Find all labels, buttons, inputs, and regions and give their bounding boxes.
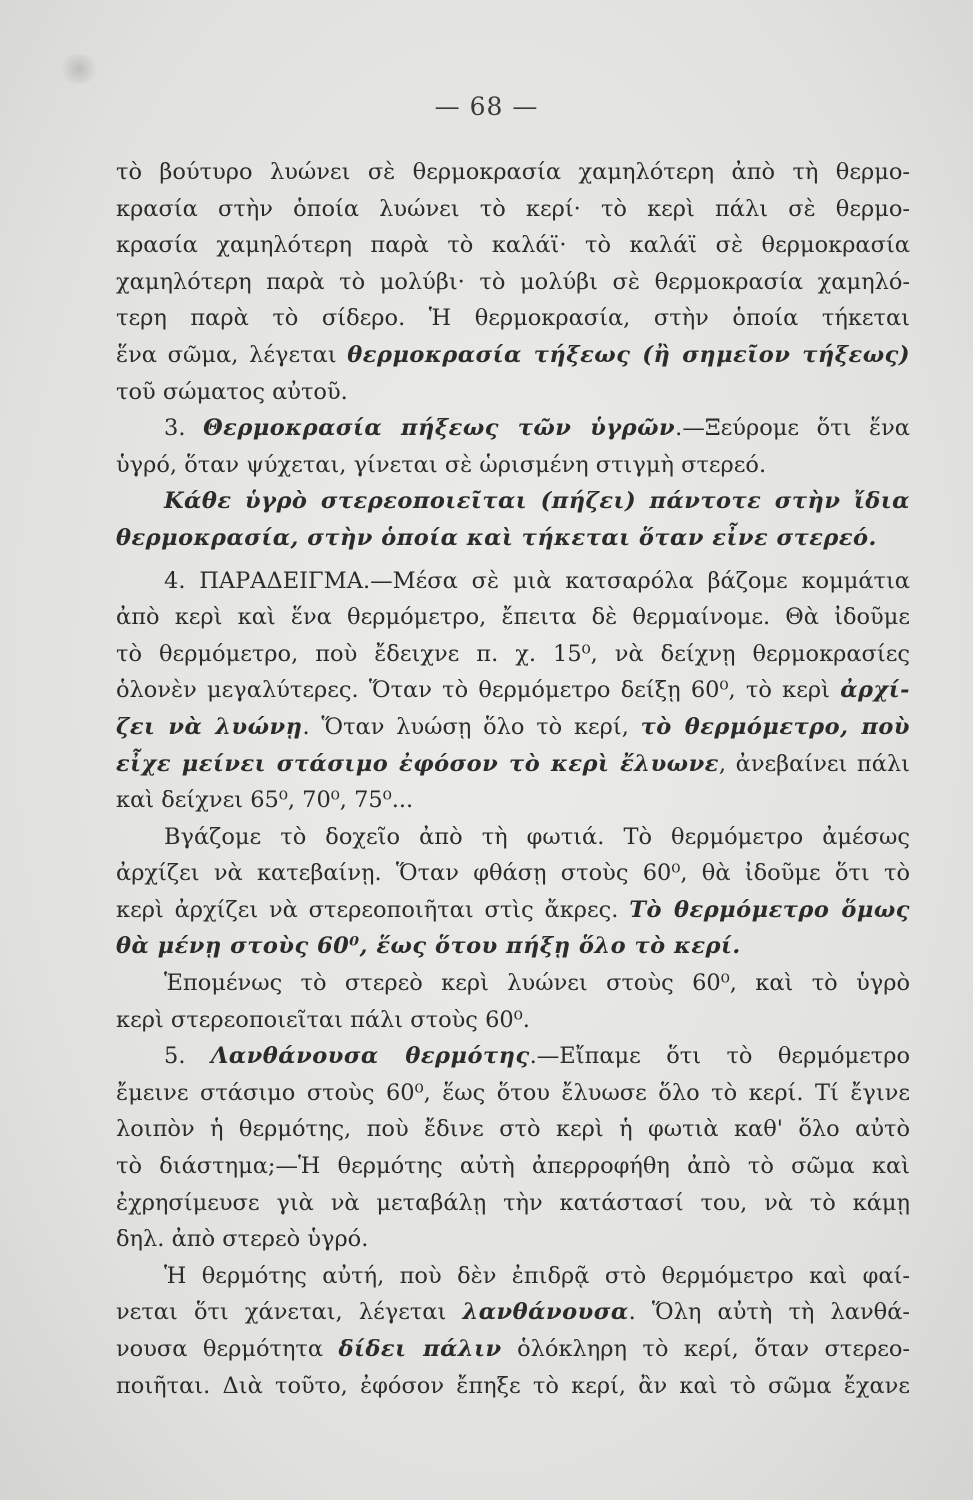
text-run: . Ὅλη αὐτὴ τὴ λανθά- [628,1299,910,1326]
emphasized-text: θερμοκρασία, στὴν ὁποία καὶ τήκεται ὅταν εἶνε στερεό. [116,524,877,551]
text-line [116,300,910,337]
text-line [116,483,910,520]
emphasized-text: Τὸ θερμόμετρο ὅμως [629,896,910,923]
emphasized-text: Κάθε ὑγρὸ στερεοποιεῖται (πήζει) πάντοτε στὴν ἴδια [164,488,910,515]
text-run: . Ὅταν λυώσῃ ὅλο τὸ κερί, [302,713,641,740]
text-line [116,520,910,557]
text-run: .—Ξεύρομε ὅτι ἕνα [675,415,910,442]
text-line [116,410,910,447]
text-run: ὑγρό, ὅταν ψύχεται, γίνεται σὲ ὡρισμένη στιγμὴ στερεό. [116,451,767,478]
text-run: κερὶ στερεοποιεῖται πάλι στοὺς 60⁰. [116,1006,530,1033]
emphasized-text: ζει νὰ λυώνῃ [116,713,303,740]
text-run: Ἑπομένως τὸ στερεὸ κερὶ λυώνει στοὺς 60⁰, καὶ τὸ ὑγρὸ [164,970,910,997]
text-line [116,447,910,484]
text-run: τερη παρὰ τὸ σίδερο. Ἡ θερμοκρασία, στὴν ὁποία τήκεται [116,305,910,332]
text-line [116,264,910,301]
emphasized-text: τὸ θερμόμετρο, ποὺ [640,713,910,740]
text-line [116,1294,910,1331]
text-run: Βγάζομε τὸ δοχεῖο ἀπὸ τὴ φωτιά. Τὸ θερμόμετρο ἀμέσως [164,823,910,850]
text-run: 3. [164,415,204,442]
text-line [116,1075,910,1112]
text-line [116,227,910,264]
emphasized-text: θερμοκρασία τήξεως (ἢ σημεῖον τήξεως) [347,341,910,368]
text-run: λοιπὸν ἡ θερμότης, ποὺ ἔδινε στὸ κερὶ ἡ φωτιὰ καθ' ὅλο αὐτὸ [116,1116,910,1143]
text-run: τοῦ σώματος αὐτοῦ. [116,378,348,405]
text-line [116,746,910,783]
text-line [116,855,910,892]
text-line [116,563,910,600]
text-line [116,636,910,673]
text-line [116,965,910,1002]
text-run: ὁλόκληρη τὸ κερί, ὅταν στερεο- [501,1336,910,1362]
text-run: ἕνα σῶμα, λέγεται [116,341,348,368]
text-run: 4. ΠΑΡΑΔΕΙΓΜΑ.—Μέσα σὲ μιὰ κατσαρόλα βάζομε κομμάτια [164,567,910,594]
text-line [116,1038,910,1075]
text-run: τὸ θερμόμετρο, ποὺ ἔδειχνε π. χ. 15⁰, νὰ δείχνῃ θερμοκρασίες [116,640,910,667]
text-run: τὸ βούτυρο λυώνει σὲ θερμοκρασία χαμηλότερη ἀπὸ τὴ θερμο- [116,159,910,185]
text-run: νεται ὅτι χάνεται, λέγεται [116,1299,463,1326]
text-run: ἔμεινε στάσιμο στοὺς 60⁰, ἕως ὅτου ἔλυωσε ὅλο τὸ κερί. Τί ἔγινε [116,1079,910,1106]
text-run: .—Εἴπαμε ὅτι τὸ θερμόμετρο [529,1043,910,1070]
text-line [116,1221,910,1258]
text-line [116,782,910,819]
text-run: κερὶ ἀρχίζει νὰ στερεοποιῆται στὶς ἄκρες. [116,896,630,923]
text-line [116,154,910,191]
emphasized-text: Θερμοκρασία πήξεως τῶν ὑγρῶν [203,415,676,442]
text-line [116,1002,910,1039]
text-run: ποιῆται. Διὰ τοῦτο, ἐφόσον ἔπηξε τὸ κερί, ἂν καὶ τὸ σῶμα ἔχανε [116,1372,910,1399]
text-run: , ἀνεβαίνει πάλι [718,750,910,777]
body-text [116,154,910,1404]
text-line [116,672,910,709]
emphasized-text: Λανθάνουσα θερμότης [210,1043,530,1070]
text-run: δηλ. ἀπὸ στερεὸ ὑγρό. [116,1226,369,1253]
text-run: κρασία στὴν ὁποία λυώνει τὸ κερί· τὸ κερὶ πάλι σὲ θερμο- [116,195,910,222]
text-run: χαμηλότερη παρὰ τὸ μολύβι· τὸ μολύβι σὲ θερμοκρασία χαμηλό- [116,268,910,295]
text-line [116,928,910,965]
text-line [116,1258,910,1295]
text-line [116,599,910,636]
text-line [116,709,910,746]
text-run: καὶ δείχνει 65⁰, 70⁰, 75⁰... [116,787,414,814]
text-line [116,337,910,374]
emphasized-text: θὰ μένῃ στοὺς 60⁰, ἕως ὅτου πήξῃ ὅλο τὸ κερί. [116,933,741,960]
paper-stain [58,54,100,84]
text-run: 5. [164,1043,211,1070]
text-run: κρασία χαμηλότερη παρὰ τὸ καλάϊ· τὸ καλάϊ σὲ θερμοκρασία [116,232,910,259]
text-run: ἐχρησίμευσε γιὰ νὰ μεταβάλῃ τὴν κατάστασί του, νὰ τὸ κάμῃ [116,1189,910,1216]
page-number: — 68 — [434,92,539,121]
text-run: νουσα θερμότητα [116,1336,339,1362]
emphasized-text: λανθάνουσα [462,1299,629,1326]
text-run: ἀρχίζει νὰ κατεβαίνῃ. Ὅταν φθάσῃ στοὺς 60⁰, θὰ ἰδοῦμε ὅτι τὸ [116,860,910,887]
text-run: ὁλονὲν μεγαλύτερες. Ὅταν τὸ θερμόμετρο δείξῃ 60⁰, τὸ κερὶ [116,677,841,704]
text-line [116,191,910,228]
emphasized-text: δίδει πάλιν [338,1336,502,1362]
text-line [116,892,910,929]
text-line [116,1185,910,1222]
emphasized-text: εἶχε μείνει στάσιμο ἐφόσον τὸ κερὶ ἔλυωνε [116,750,719,777]
text-run: ἀπὸ κερὶ καὶ ἕνα θερμόμετρο, ἔπειτα δὲ θερμαίνομε. Θὰ ἰδοῦμε [116,604,910,631]
text-line [116,1368,910,1405]
text-line [116,1148,910,1185]
text-line [116,1111,910,1148]
text-run: Ἡ θερμότης αὐτή, ποὺ δὲν ἐπιδρᾷ στὸ θερμόμετρο καὶ φαί- [164,1262,910,1289]
emphasized-text: ἀρχί- [840,677,910,704]
text-line [116,374,910,411]
text-line [116,1331,910,1368]
text-line [116,819,910,856]
text-run: τὸ διάστημα;—Ἡ θερμότης αὐτὴ ἀπερροφήθη ἀπὸ τὸ σῶμα καὶ [116,1153,910,1180]
